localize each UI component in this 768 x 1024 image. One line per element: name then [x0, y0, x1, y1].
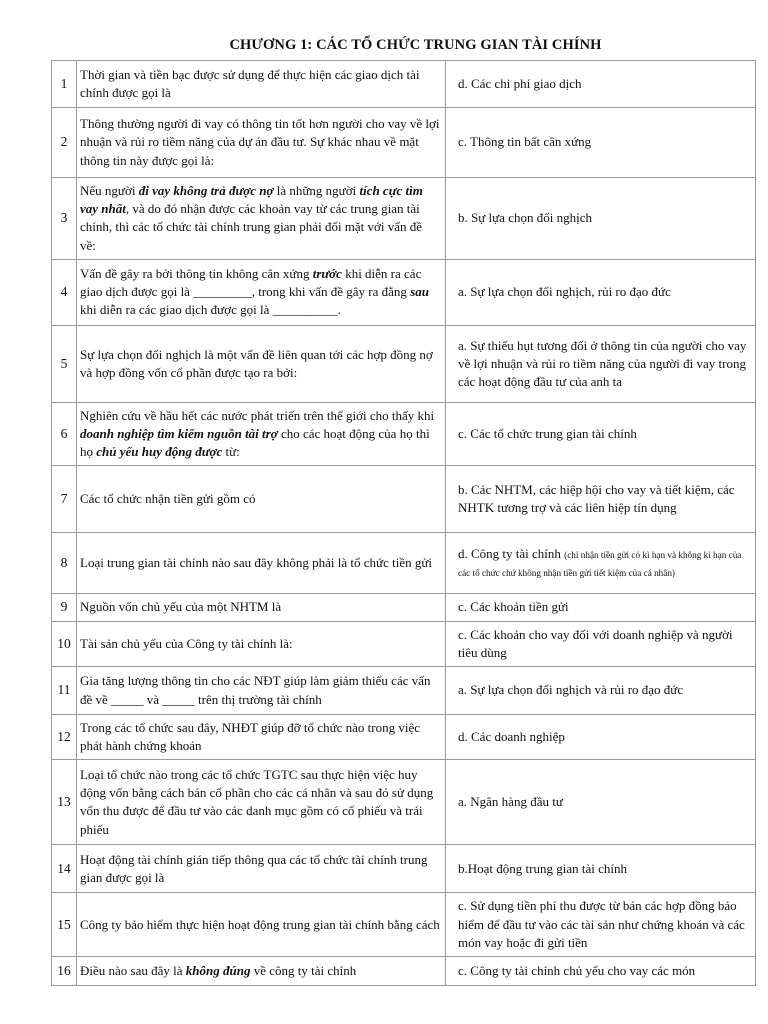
q-segment: Thông thường người đi vay có thông tin tốt hơn người cho vay về lợi nhuận và rủi ro tiềm năng của dự án đầu tư. Sự khác nhau về mặt thông tin này được gọi là: — [80, 116, 440, 168]
q-segment: khi diễn ra các giao dịch được gọi là __________. — [80, 302, 341, 318]
question-number: 14 — [52, 845, 77, 893]
q-segment: tích cực tìm vay nhất — [80, 183, 423, 217]
answer-text — [446, 760, 756, 845]
table-row — [52, 594, 756, 621]
question-number: 15 — [52, 893, 77, 957]
question-text — [77, 533, 446, 594]
a-segment: b.Hoạt động trung gian tài chính — [458, 860, 627, 876]
answer-text — [446, 466, 756, 533]
a-segment: d. Các chi phí giao dịch — [458, 75, 582, 91]
q-segment: Công ty bảo hiểm thực hiện hoạt động trung gian tài chính bằng cách — [80, 916, 440, 932]
question-number: 2 — [52, 108, 77, 178]
answer-text — [446, 621, 756, 666]
table-row — [52, 621, 756, 666]
table-row — [52, 178, 756, 260]
question-text — [77, 621, 446, 666]
q-segment: chủ yếu huy động được — [96, 444, 223, 460]
q-segment: khi diễn ra các giao dịch được gọi là _________, trong khi vấn đề gây ra đằng — [80, 266, 422, 300]
a-segment: a. Sự lựa chọn đối nghịch và rủi ro đạo đức — [458, 682, 684, 698]
question-number: 12 — [52, 715, 77, 760]
question-number: 16 — [52, 957, 77, 986]
answer-text — [446, 178, 756, 260]
table-row — [52, 259, 756, 325]
a-segment: c. Các tổ chức trung gian tài chính — [458, 426, 637, 442]
q-segment: Nguồn vốn chủ yếu của một NHTM là — [80, 599, 282, 615]
question-number: 8 — [52, 533, 77, 594]
a-segment: a. Sự lựa chọn đối nghịch, rủi ro đạo đức — [458, 284, 671, 300]
table-row — [52, 466, 756, 533]
question-text — [77, 259, 446, 325]
question-text — [77, 893, 446, 957]
answer-text — [446, 108, 756, 178]
answer-text — [446, 61, 756, 108]
q-segment: Điều nào sau đây là — [80, 962, 186, 978]
a-segment: c. Sử dụng tiền phí thu được từ bán các hợp đồng bảo hiểm để đầu tư vào các tài sản như chứng khoán và các món vay hoặc đi gửi tiền — [458, 898, 745, 950]
a-segment: c. Thông tin bất cân xứng — [458, 134, 592, 150]
question-text — [77, 325, 446, 402]
table-row — [52, 845, 756, 893]
question-text — [77, 61, 446, 108]
q-segment: về công ty tài chính — [250, 962, 357, 978]
question-text — [77, 108, 446, 178]
answer-text — [446, 402, 756, 466]
answer-text — [446, 259, 756, 325]
question-number: 11 — [52, 667, 77, 715]
q-segment: Tài sản chủ yếu của Công ty tài chính là: — [80, 635, 293, 651]
q-segment: Nếu người — [80, 183, 139, 198]
question-text — [77, 594, 446, 621]
q-segment: không đúng — [185, 962, 251, 978]
q-segment: là những người — [273, 183, 360, 198]
question-text — [77, 957, 446, 986]
question-text — [77, 466, 446, 533]
q-segment: sau — [410, 284, 429, 300]
q-segment: Vấn đề gây ra bởi thông tin không cân xứng — [80, 266, 313, 281]
answer-text — [446, 594, 756, 621]
q-segment: Gia tăng lượng thông tin cho các NĐT giúp làm giảm thiểu các vấn đề về _____ và _____ trên thị trường tài chính — [80, 673, 431, 707]
table-row — [52, 108, 756, 178]
a-segment: (chỉ nhận tiền gửi có kì hạn và không kì hạn của các tổ chức chứ không nhận tiền gửi tiết kiệm của cá nhân) — [458, 550, 742, 579]
table-row — [52, 893, 756, 957]
q-segment: đi vay không trả được nợ — [138, 183, 274, 198]
question-number: 3 — [52, 178, 77, 260]
a-segment: b. Các NHTM, các hiệp hội cho vay và tiết kiệm, các NHTK tương trợ và các liên hiệp tín dụng — [458, 482, 735, 516]
q-segment: Các tổ chức nhận tiền gửi gồm có — [80, 491, 256, 507]
question-number: 7 — [52, 466, 77, 533]
question-text — [77, 715, 446, 760]
q-segment: Hoạt động tài chính gián tiếp thông qua các tổ chức tài chính trung gian được gọi là — [80, 851, 428, 885]
question-text — [77, 667, 446, 715]
table-row — [52, 957, 756, 986]
table-row — [52, 760, 756, 845]
question-text — [77, 845, 446, 893]
q-segment: Nghiên cứu về hầu hết các nước phát triển trên thế giới cho thấy khi — [80, 407, 435, 423]
question-text — [77, 402, 446, 466]
table-row — [52, 533, 756, 594]
answer-text — [446, 893, 756, 957]
q-segment: từ: — [222, 444, 240, 460]
q-segment: cho các hoạt động của họ thì họ — [80, 426, 430, 460]
question-number: 9 — [52, 594, 77, 621]
answer-text — [446, 715, 756, 760]
a-segment: a. Ngân hàng đầu tư — [458, 794, 563, 810]
a-segment: d. Công ty tài chính — [458, 546, 565, 562]
answer-text — [446, 533, 756, 594]
a-segment: c. Công ty tài chính chủ yếu cho vay các món — [458, 962, 696, 978]
answer-text — [446, 325, 756, 402]
a-segment: a. Sự thiếu hụt tương đối ở thông tin của người cho vay về lợi nhuận và rủi ro tiềm năng của người đi vay trong các hoạt động đầu tư của anh ta — [458, 337, 747, 389]
a-segment: b. Sự lựa chọn đối nghịch — [458, 210, 592, 226]
q-segment: , và do đó nhận được các khoản vay từ các trung gian tài chính, thì các tổ chức tài chính trung gian phải đối mặt với vấn đề về: — [80, 201, 423, 253]
answer-text — [446, 845, 756, 893]
question-number: 10 — [52, 621, 77, 666]
question-number: 6 — [52, 402, 77, 466]
q-segment: Trong các tổ chức sau đây, NHĐT giúp đỡ tổ chức nào trong việc phát hành chứng khoán — [80, 720, 420, 754]
question-table — [51, 60, 756, 986]
q-segment: Thời gian và tiền bạc được sử dụng để thực hiện các giao dịch tài chính được gọi là — [80, 66, 420, 100]
q-segment: Loại tổ chức nào trong các tổ chức TGTC sau thực hiện việc huy động vốn bằng cách bán cổ phần cho các cá nhân và sau đó sử dụng vốn thu được để đầu tư vào các danh mục gồm có cổ phiếu và trái phiếu — [80, 767, 434, 837]
chapter-title: CHƯƠNG 1: CÁC TỔ CHỨC TRUNG GIAN TÀI CHÍNH — [229, 37, 602, 53]
q-segment: Loại trung gian tài chính nào sau đây không phải là tổ chức tiền gửi — [80, 555, 433, 571]
table-row — [52, 61, 756, 108]
table-row — [52, 402, 756, 466]
answer-text — [446, 667, 756, 715]
question-text — [77, 178, 446, 260]
q-segment: trước — [312, 266, 342, 281]
question-number: 5 — [52, 325, 77, 402]
a-segment: c. Các khoản tiền gửi — [458, 599, 569, 615]
question-number: 1 — [52, 61, 77, 108]
question-table-body — [52, 61, 756, 986]
table-row — [52, 667, 756, 715]
q-segment: doanh nghiệp tìm kiếm nguồn tài trợ — [80, 426, 278, 442]
q-segment: Sự lựa chọn đối nghịch là một vấn đề liên quan tới các hợp đồng nợ và hợp đồng vốn cổ phần được tạo ra bởi: — [80, 346, 433, 380]
a-segment: d. Các doanh nghiệp — [458, 729, 565, 745]
answer-text — [446, 957, 756, 986]
table-row — [52, 325, 756, 402]
question-number: 4 — [52, 259, 77, 325]
question-number: 13 — [52, 760, 77, 845]
table-row — [52, 715, 756, 760]
question-text — [77, 760, 446, 845]
a-segment: c. Các khoản cho vay đối với doanh nghiệp và người tiêu dùng — [458, 626, 733, 660]
